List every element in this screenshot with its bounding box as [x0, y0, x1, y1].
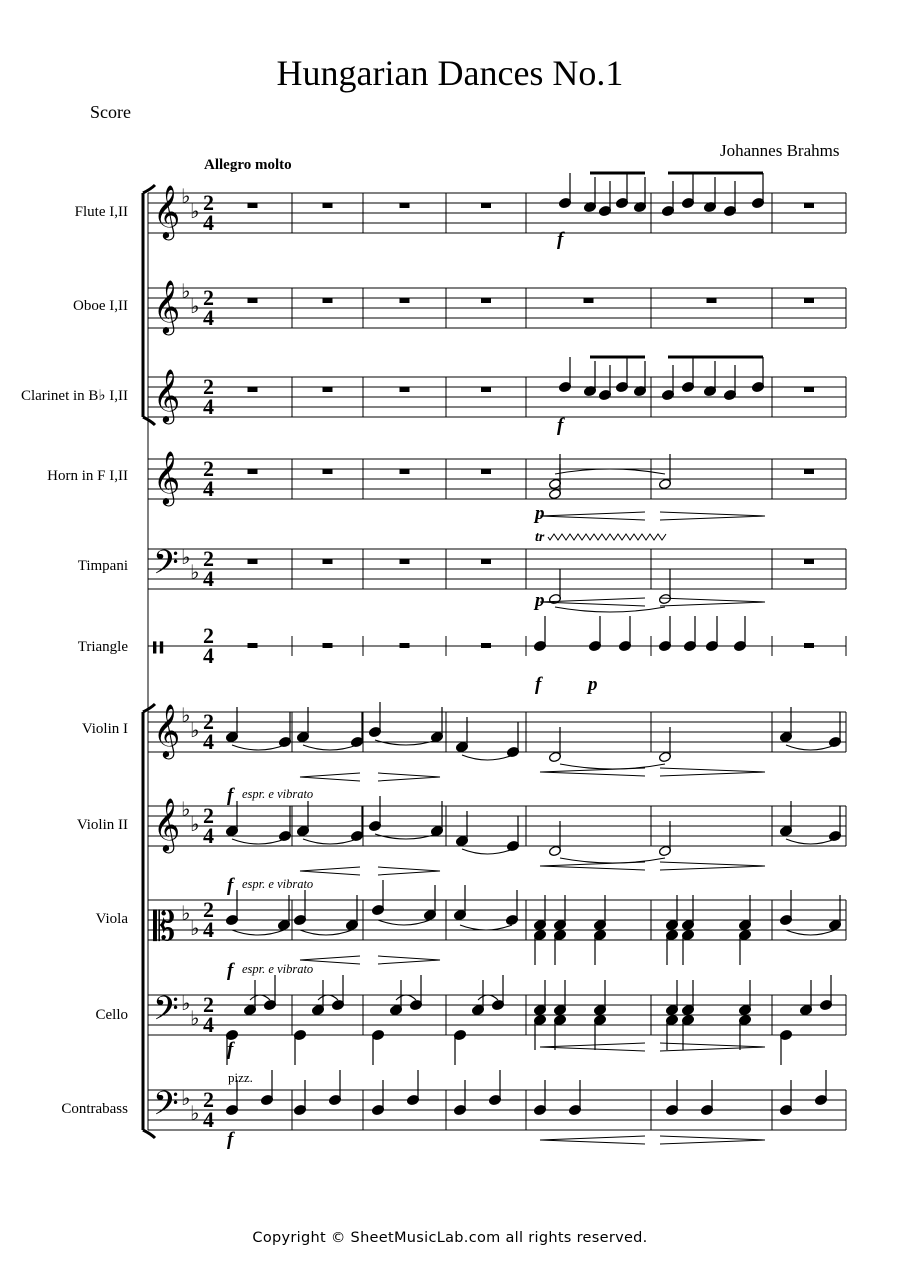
slur: [232, 930, 284, 935]
crescendo-hairpin: [300, 867, 360, 875]
measure-rest: [248, 469, 258, 474]
measure-rest: [248, 298, 258, 303]
measure-rest: [804, 298, 814, 303]
diminuendo-hairpin: [660, 512, 765, 520]
clef-symbol: 𝄥: [153, 631, 164, 668]
slur: [462, 849, 513, 854]
composer-name: Johannes Brahms: [720, 141, 840, 160]
measure-rest: [481, 298, 491, 303]
crescendo-hairpin: [540, 862, 645, 870]
time-signature-digit: 2: [203, 709, 214, 734]
dynamic-f-cello: f: [227, 1039, 234, 1060]
measure-rest: [400, 469, 410, 474]
measure-rest: [248, 643, 258, 648]
trill-marking: tr: [535, 530, 545, 545]
measure-rest: [481, 643, 491, 648]
diminuendo-hairpin: [660, 1043, 765, 1051]
time-signature-digit: 4: [203, 305, 214, 330]
flat-sign: ♭: [190, 562, 200, 584]
measure-rest: [804, 469, 814, 474]
time-signature-digit: 4: [203, 1107, 214, 1132]
clef-symbol: 𝄞: [153, 370, 181, 421]
time-signature-digit: 2: [203, 1087, 214, 1112]
time-signature-digit: 4: [203, 823, 214, 848]
measure-rest: [804, 203, 814, 208]
measure-rest: [248, 203, 258, 208]
slur: [462, 755, 513, 760]
instrument-label-flute: Flute I,II: [74, 204, 128, 220]
instrument-label-cello: Cello: [95, 1007, 128, 1023]
measure-rest: [248, 387, 258, 392]
dynamic-p-triangle: p: [588, 674, 598, 695]
measure-rest: [323, 387, 333, 392]
measure-rest: [481, 203, 491, 208]
time-signature-digit: 4: [203, 476, 214, 501]
dynamic-f-contrabass: f: [227, 1129, 234, 1150]
time-signature-digit: 2: [203, 374, 214, 399]
instrument-label-clarinet: Clarinet in B♭ I,II: [20, 388, 128, 404]
flat-sign: ♭: [190, 918, 200, 940]
slur: [560, 858, 665, 863]
time-signature-digit: 4: [203, 394, 214, 419]
pizz-marking: pizz.: [228, 1070, 253, 1085]
measure-rest: [481, 469, 491, 474]
flat-sign: ♭: [190, 720, 200, 742]
measure-rest: [400, 298, 410, 303]
score-title: Hungarian Dances No.1: [276, 53, 624, 93]
flat-sign: ♭: [181, 799, 191, 821]
instrument-label-violin-2: Violin II: [76, 817, 128, 833]
dynamic-f-flute: f: [557, 229, 564, 250]
slur: [232, 745, 285, 750]
diminuendo-hairpin: [660, 862, 765, 870]
dynamic-p-horn: p: [535, 503, 545, 524]
flat-sign: ♭: [181, 281, 191, 303]
clef-symbol: 𝄞: [153, 799, 181, 850]
diminuendo-hairpin: [378, 956, 440, 964]
time-signature-digit: 2: [203, 190, 214, 215]
time-signature-digit: 4: [203, 210, 214, 235]
time-signature-digit: 2: [203, 546, 214, 571]
crescendo-hairpin: [540, 768, 645, 776]
measure-rest: [400, 387, 410, 392]
measure-rest: [323, 469, 333, 474]
crescendo-hairpin: [540, 1043, 645, 1051]
slur: [555, 469, 665, 474]
measure-rest: [323, 643, 333, 648]
flat-sign: ♭: [181, 1088, 191, 1110]
slur: [303, 745, 357, 750]
time-signature-digit: 4: [203, 1012, 214, 1037]
slur: [250, 995, 270, 1000]
instrument-label-violin-1: Violin I: [81, 721, 128, 737]
clef-symbol: 𝄞: [153, 281, 181, 332]
flat-sign: ♭: [190, 201, 200, 223]
measure-rest: [804, 387, 814, 392]
flat-sign: ♭: [181, 186, 191, 208]
clef-symbol: 𝄞: [153, 452, 181, 503]
measure-rest: [400, 559, 410, 564]
slur: [396, 995, 416, 1000]
slur: [786, 839, 835, 844]
measure-rest: [481, 559, 491, 564]
instrument-label-contrabass: Contrabass: [61, 1101, 128, 1117]
time-signature-digit: 2: [203, 992, 214, 1017]
slur: [378, 920, 430, 925]
copyright-notice: Copyright © SheetMusicLab.com all rights reserved.: [252, 1230, 648, 1246]
flat-sign: ♭: [190, 296, 200, 318]
crescendo-hairpin: [300, 773, 360, 781]
measure-rest: [400, 203, 410, 208]
expression-violin-2: espr. e vibrato: [242, 877, 314, 891]
measure-rest: [481, 387, 491, 392]
slur: [786, 930, 835, 935]
time-signature-digit: 2: [203, 897, 214, 922]
dynamic-p-timpani: p: [535, 590, 545, 611]
dynamic-f-triangle: f: [535, 674, 542, 695]
slur: [478, 995, 498, 1000]
crescendo-hairpin: [540, 512, 645, 520]
time-signature-digit: 4: [203, 917, 214, 942]
trill-wavy-line: [548, 534, 666, 540]
slur: [555, 607, 665, 612]
instrument-label-oboe: Oboe I,II: [73, 298, 128, 314]
clef-symbol: 𝄞: [153, 705, 181, 756]
dynamic-f-viola: f: [227, 960, 234, 981]
slur: [303, 839, 357, 844]
slur: [232, 839, 285, 844]
expression-viola: espr. e vibrato: [242, 962, 314, 976]
flat-sign: ♭: [181, 705, 191, 727]
time-signature-digit: 4: [203, 729, 214, 754]
dynamic-f-violin-1: f: [227, 785, 234, 806]
time-signature-digit: 4: [203, 566, 214, 591]
clef-symbol: 𝄡: [153, 904, 176, 949]
flat-sign: ♭: [190, 1008, 200, 1030]
tempo-marking: Allegro molto: [204, 157, 292, 173]
diminuendo-hairpin: [660, 598, 765, 606]
instrument-label-triangle: Triangle: [77, 639, 128, 655]
clef-symbol: 𝄢: [153, 990, 179, 1035]
flat-sign: ♭: [181, 993, 191, 1015]
measure-rest: [323, 298, 333, 303]
flat-sign: ♭: [181, 547, 191, 569]
instrument-label-timpani: Timpani: [77, 558, 128, 574]
time-signature-digit: 2: [203, 803, 214, 828]
flat-sign: ♭: [190, 814, 200, 836]
score-label: Score: [90, 102, 131, 122]
diminuendo-hairpin: [378, 867, 440, 875]
dynamic-f-clarinet: f: [557, 415, 564, 436]
flat-sign: ♭: [181, 903, 191, 925]
instrument-label-horn: Horn in F I,II: [47, 468, 128, 484]
measure-rest: [248, 559, 258, 564]
slur: [318, 995, 338, 1000]
slur: [460, 925, 512, 930]
measure-rest: [584, 298, 594, 303]
slur: [786, 745, 835, 750]
instrument-label-viola: Viola: [95, 911, 128, 927]
time-signature-digit: 2: [203, 285, 214, 310]
slur: [300, 930, 352, 935]
expression-violin-1: espr. e vibrato: [242, 787, 314, 801]
diminuendo-hairpin: [660, 768, 765, 776]
clef-symbol: 𝄢: [153, 544, 179, 589]
crescendo-hairpin: [540, 1136, 645, 1144]
diminuendo-hairpin: [660, 1136, 765, 1144]
measure-rest: [804, 559, 814, 564]
measure-rest: [400, 643, 410, 648]
time-signature-digit: 2: [203, 623, 214, 648]
clef-symbol: 𝄢: [153, 1085, 179, 1130]
dynamic-f-violin-2: f: [227, 875, 234, 896]
time-signature-digit: 4: [203, 643, 214, 668]
measure-rest: [707, 298, 717, 303]
measure-rest: [323, 559, 333, 564]
measure-rest: [804, 643, 814, 648]
clef-symbol: 𝄞: [153, 186, 181, 237]
diminuendo-hairpin: [378, 773, 440, 781]
flat-sign: ♭: [190, 1103, 200, 1125]
measure-rest: [323, 203, 333, 208]
time-signature-digit: 2: [203, 456, 214, 481]
slur: [560, 764, 665, 769]
